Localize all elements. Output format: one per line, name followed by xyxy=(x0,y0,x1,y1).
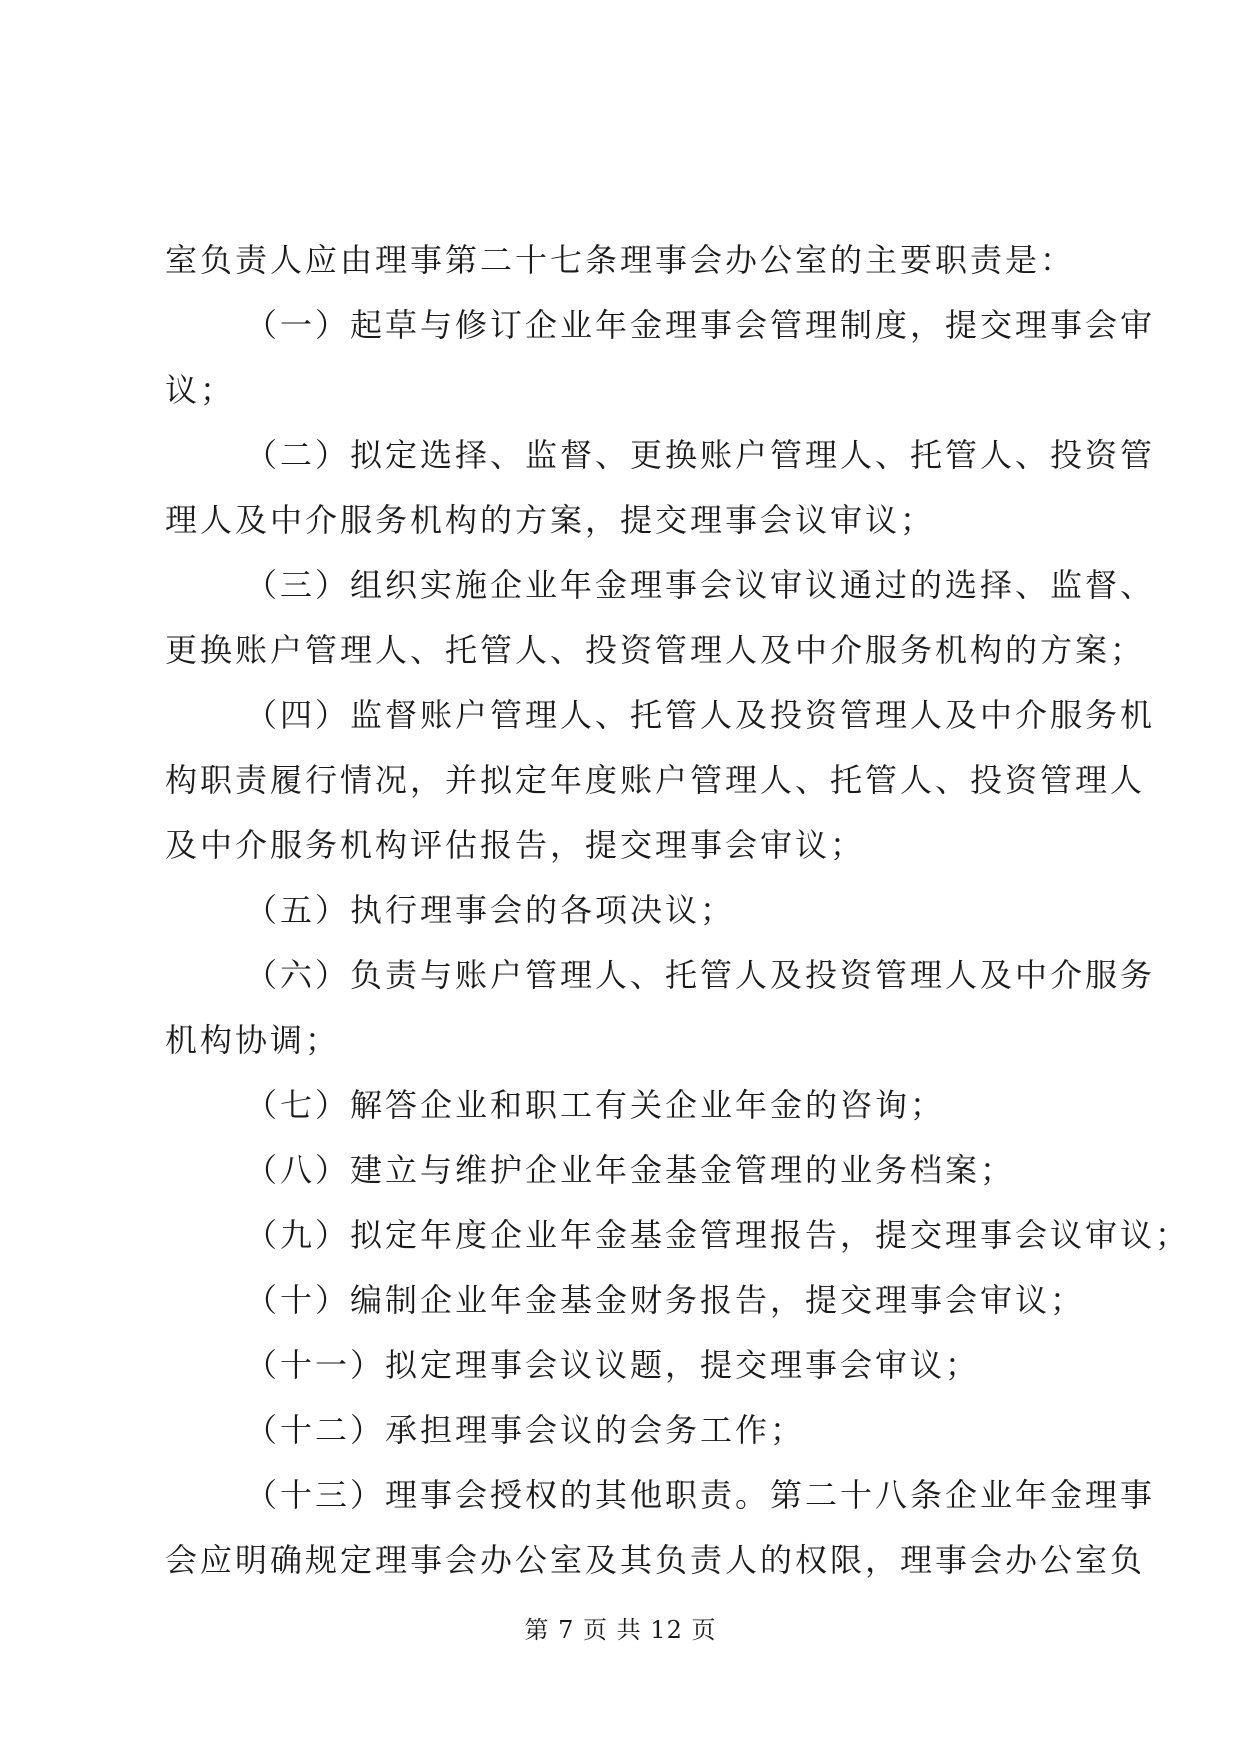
text-line: （五）执行理事会的各项决议； xyxy=(245,891,736,929)
text-line: 会应明确规定理事会办公室及其负责人的权限，理事会办公室负 xyxy=(165,1541,1146,1579)
page-footer: 第 7 页 共 12 页 xyxy=(524,1616,717,1644)
text-line: 及中介服务机构评估报告，提交理事会审议； xyxy=(165,826,866,864)
text-line: （十）编制企业年金基金财务报告，提交理事会审议； xyxy=(245,1281,1086,1319)
text-line: 构职责履行情况，并拟定年度账户管理人、托管人、投资管理人 xyxy=(165,761,1146,799)
text-line: （二）拟定选择、监督、更换账户管理人、托管人、投资管 xyxy=(245,436,1156,474)
text-line: 室负责人应由理事第二十七条理事会办公室的主要职责是： xyxy=(165,241,1076,279)
text-line: （七）解答企业和职工有关企业年金的咨询； xyxy=(245,1086,946,1124)
text-line: （九）拟定年度企业年金基金管理报告，提交理事会议审议； xyxy=(245,1216,1191,1254)
body-text xyxy=(165,228,1191,1593)
text-line: （四）监督账户管理人、托管人及投资管理人及中介服务机 xyxy=(245,696,1156,734)
text-line: （十二）承担理事会议的会务工作； xyxy=(245,1411,806,1449)
text-line: 更换账户管理人、托管人、投资管理人及中介服务机构的方案； xyxy=(165,631,1146,669)
text-line: 议； xyxy=(165,371,236,409)
text-line: （十一）拟定理事会议议题，提交理事会审议； xyxy=(245,1346,981,1384)
text-line: 机构协调； xyxy=(165,1021,341,1059)
text-line: （十三）理事会授权的其他职责。第二十八条企业年金理事 xyxy=(245,1476,1156,1514)
text-line: （三）组织实施企业年金理事会议审议通过的选择、监督、 xyxy=(245,566,1156,604)
text-line: 理人及中介服务机构的方案，提交理事会议审议； xyxy=(165,501,936,539)
text-line: （一）起草与修订企业年金理事会管理制度，提交理事会审 xyxy=(245,306,1156,344)
text-line: （八）建立与维护企业年金基金管理的业务档案； xyxy=(245,1151,1016,1189)
text-line: （六）负责与账户管理人、托管人及投资管理人及中介服务 xyxy=(245,956,1156,994)
